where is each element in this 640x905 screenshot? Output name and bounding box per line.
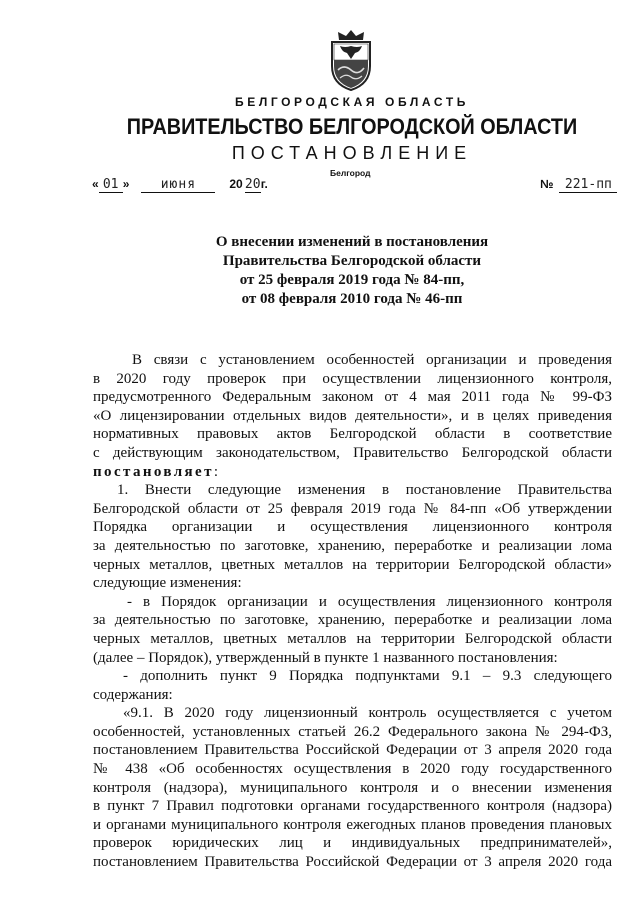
decree-line bbox=[93, 463, 612, 482]
number-prefix: № bbox=[540, 177, 554, 191]
body-line: 1. Внести следующие изменения в постановление Правительства bbox=[117, 482, 612, 499]
body-line: нормативных правовых актов Белгородской области в соответствие bbox=[93, 426, 612, 443]
body-line: содержания: bbox=[93, 686, 173, 703]
body-line: - в Порядок организации и осуществления лицензионного контроля bbox=[127, 593, 612, 610]
title-line: от 25 февраля 2019 года № 84-пп, bbox=[239, 272, 465, 288]
body-line: следующие изменения: bbox=[93, 575, 242, 592]
date-line bbox=[92, 177, 268, 193]
region-name: БЕЛГОРОДСКАЯ ОБЛАСТЬ bbox=[235, 95, 469, 109]
body-line: «О лицензировании отдельных видов деятельности», и в целях приведения bbox=[93, 407, 612, 424]
decree-word: постановляет bbox=[93, 463, 214, 480]
title-line: от 08 февраля 2010 года № 46-пп bbox=[241, 291, 463, 307]
body-line: в 2020 году проверок при осуществлении лицензионного контроля, bbox=[93, 370, 612, 387]
body-line: «9.1. В 2020 году лицензионный контроль осуществляется с учетом bbox=[123, 705, 612, 722]
body-line: с действующим законодательством, Правительство Белгородской области bbox=[93, 444, 612, 461]
body-line: черных металлов, цветных металлов на территории Белгородской области» bbox=[93, 556, 612, 573]
title-line: О внесении изменений в постановления bbox=[215, 234, 489, 250]
date-year-prefix: 20 bbox=[229, 177, 243, 191]
document-type: ПОСТАНОВЛЕНИЕ bbox=[231, 143, 473, 163]
body-line: и органами муниципального контроля ежегодных планов проведения плановых bbox=[93, 816, 612, 833]
date-year: 20 bbox=[244, 177, 261, 192]
body-line: постановлением Правительства Российской Федерации от 3 апреля 2020 года bbox=[93, 854, 612, 871]
document-title bbox=[0, 233, 640, 309]
number-value: 221-пп bbox=[559, 177, 617, 193]
title-line: Правительства Белгородской области bbox=[222, 253, 482, 269]
date-day: 01 bbox=[99, 177, 123, 193]
decree-colon: : bbox=[213, 463, 219, 480]
body-line: № 438 «Об особенностях осуществления в 2020 году государственного bbox=[93, 761, 612, 778]
document-number bbox=[540, 177, 617, 193]
body-line: контроля (надзора), муниципального контроля и о внесении изменения bbox=[93, 779, 612, 796]
body-line: проверок юридических лиц и индивидуальных предпринимателей», bbox=[93, 835, 612, 852]
document-body bbox=[93, 351, 612, 872]
date-open-quote: « bbox=[92, 177, 99, 191]
date-close-quote: » bbox=[122, 177, 130, 191]
body-line: за деятельностью по заготовке, хранению, переработке и реализации лома bbox=[93, 612, 612, 629]
body-line: особенностей, установленных статьей 26.2 Федерального закона № 294-ФЗ, bbox=[93, 723, 612, 740]
city-name: Белгород bbox=[330, 168, 371, 178]
body-line: Порядка организации и осуществления лицензионного контроля bbox=[93, 519, 612, 536]
body-line: в пункт 7 Правил подготовки органами государственного контроля (надзора) bbox=[93, 798, 612, 815]
body-line: В связи с установлением особенностей организации и проведения bbox=[132, 352, 612, 368]
body-line: Белгородской области от 25 февраля 2019 года № 84-пп «Об утверждении bbox=[93, 500, 612, 517]
body-line: (далее – Порядок), утвержденный в пункте 1 названного постановления: bbox=[93, 649, 558, 666]
date-year-suffix: г. bbox=[260, 177, 268, 191]
date-month: июня bbox=[141, 177, 215, 193]
body-line: - дополнить пункт 9 Порядка подпунктами 9.1 – 9.3 следующего bbox=[123, 668, 612, 685]
body-line: предусмотренного Федеральным законом от 4 мая 2011 года № 99-ФЗ bbox=[93, 389, 612, 406]
government-name: ПРАВИТЕЛЬСТВО БЕЛГОРОДСКОЙ ОБЛАСТИ bbox=[126, 114, 578, 139]
body-line: за деятельностью по заготовке, хранению, переработке и реализации лома bbox=[93, 537, 612, 554]
body-line: черных металлов, цветных металлов на территории Белгородской области bbox=[93, 630, 612, 647]
coat-of-arms-icon bbox=[328, 26, 374, 92]
body-line: постановлением Правительства Российской Федерации от 3 апреля 2020 года bbox=[93, 742, 612, 759]
